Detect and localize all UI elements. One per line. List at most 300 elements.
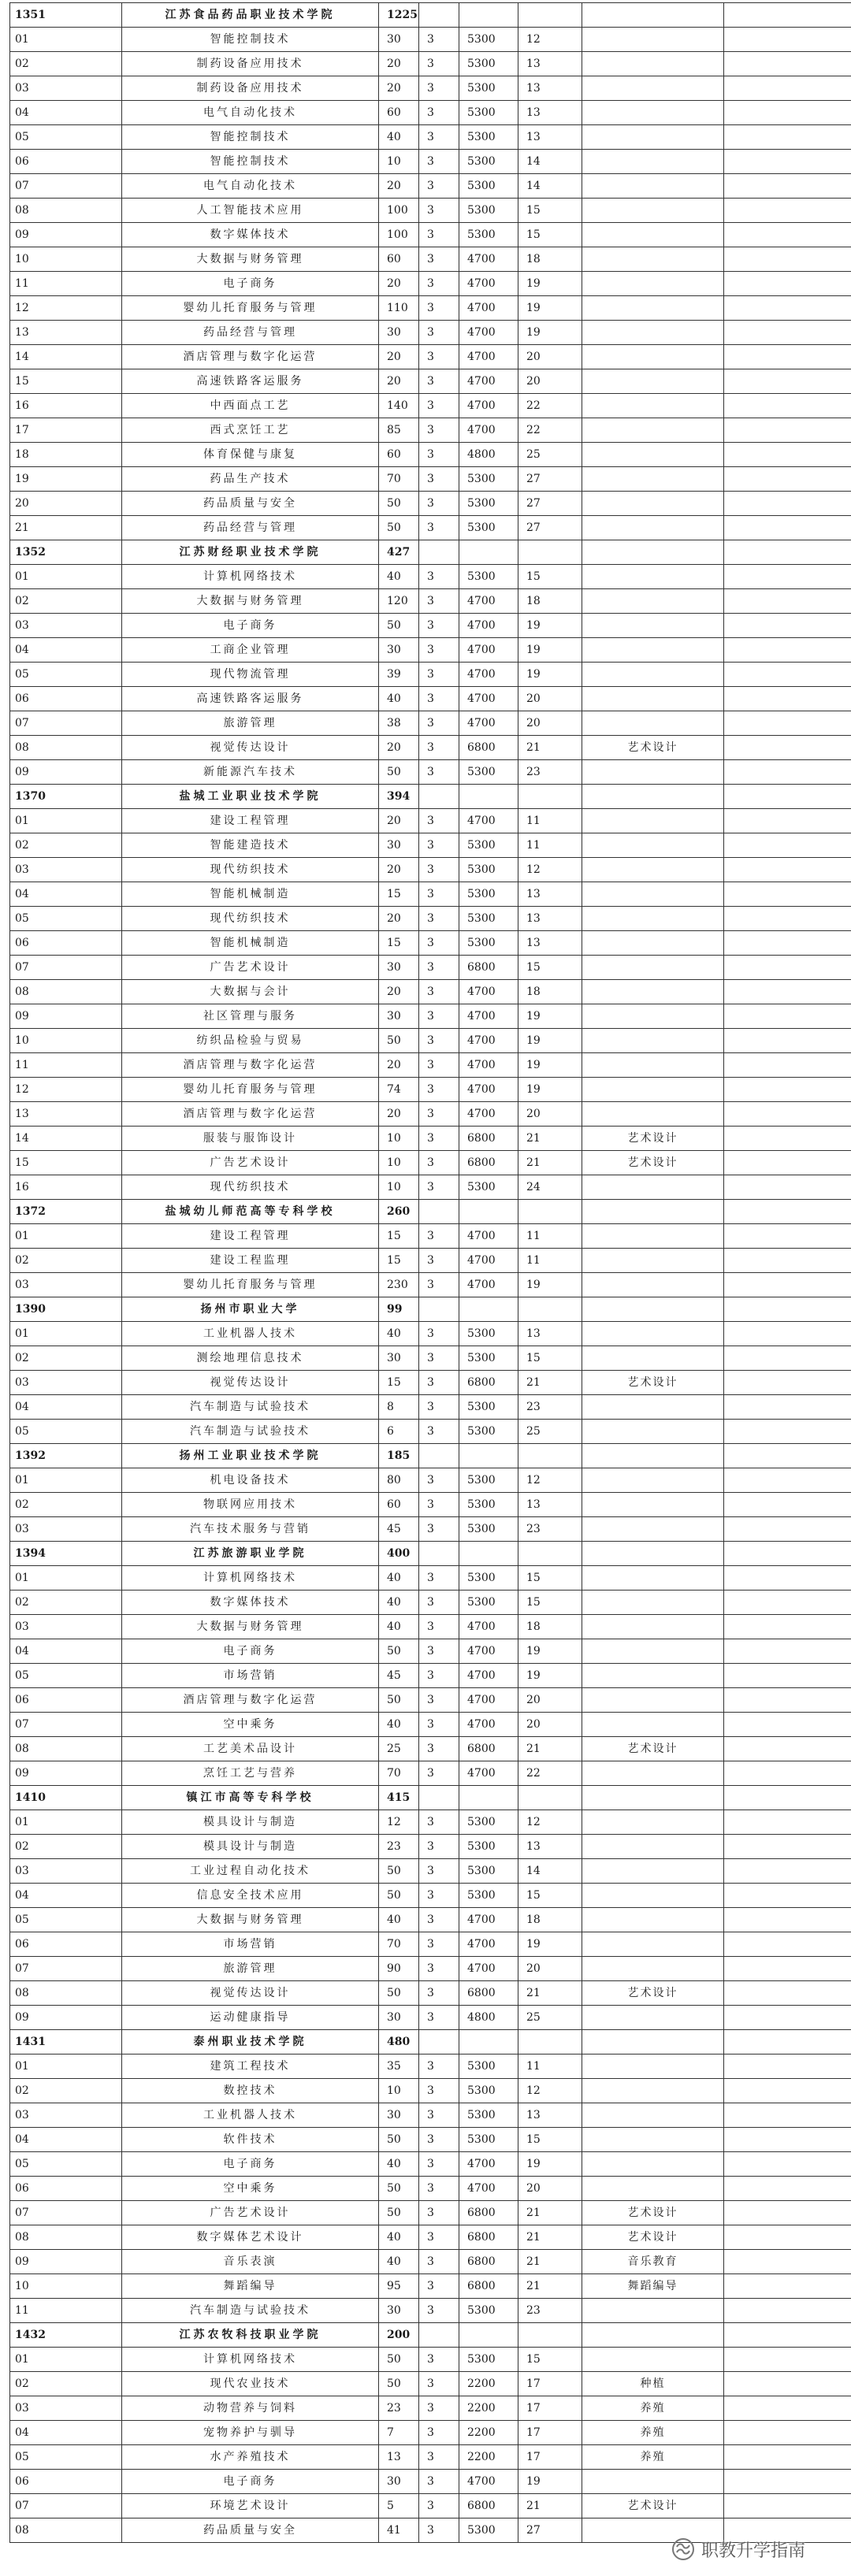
school-header-row xyxy=(10,2323,851,2348)
note xyxy=(582,2103,724,2128)
empty-cell xyxy=(724,101,851,125)
plan-count: 40 xyxy=(379,2152,419,2177)
note xyxy=(582,443,724,467)
category-code: 27 xyxy=(518,516,582,540)
major-name: 电子商务 xyxy=(122,2470,379,2494)
study-years: 3 xyxy=(419,1493,459,1517)
category-code: 13 xyxy=(518,907,582,931)
empty-cell xyxy=(724,321,851,345)
tuition: 4700 xyxy=(459,663,518,687)
note xyxy=(582,1322,724,1346)
empty-cell xyxy=(459,785,518,809)
major-code: 05 xyxy=(10,907,122,931)
category-code: 13 xyxy=(518,1493,582,1517)
tuition: 2200 xyxy=(459,2372,518,2396)
plan-count: 10 xyxy=(379,1175,419,1200)
category-code: 13 xyxy=(518,52,582,76)
major-name: 药品质量与安全 xyxy=(122,2518,379,2543)
tuition: 4700 xyxy=(459,638,518,663)
note xyxy=(582,565,724,589)
plan-count: 30 xyxy=(379,2103,419,2128)
note xyxy=(582,1639,724,1664)
plan-count: 45 xyxy=(379,1664,419,1688)
tuition: 4700 xyxy=(459,980,518,1004)
school-name: 扬州市职业大学 xyxy=(122,1297,379,1322)
major-code: 06 xyxy=(10,687,122,711)
category-code: 19 xyxy=(518,1664,582,1688)
major-name: 计算机网络技术 xyxy=(122,565,379,589)
note xyxy=(582,1566,724,1591)
major-name: 数字媒体艺术设计 xyxy=(122,2225,379,2250)
note xyxy=(582,1420,724,1444)
category-code: 15 xyxy=(518,2128,582,2152)
empty-cell xyxy=(459,540,518,565)
major-name: 工艺美术品设计 xyxy=(122,1737,379,1761)
category-code: 21 xyxy=(518,736,582,760)
plan-count: 100 xyxy=(379,223,419,247)
category-code: 12 xyxy=(518,28,582,52)
category-code: 19 xyxy=(518,614,582,638)
major-name: 汽车制造与试验技术 xyxy=(122,1395,379,1420)
study-years: 3 xyxy=(419,614,459,638)
major-code: 06 xyxy=(10,2470,122,2494)
plan-count: 50 xyxy=(379,1981,419,2006)
note xyxy=(582,272,724,296)
empty-cell xyxy=(724,52,851,76)
empty-cell xyxy=(724,1713,851,1737)
major-row xyxy=(10,1346,851,1371)
plan-count: 40 xyxy=(379,565,419,589)
empty-cell xyxy=(724,150,851,174)
note: 艺术设计 xyxy=(582,736,724,760)
plan-count: 50 xyxy=(379,2201,419,2225)
major-code: 09 xyxy=(10,1004,122,1029)
tuition: 5300 xyxy=(459,760,518,785)
plan-count: 40 xyxy=(379,1566,419,1591)
major-row xyxy=(10,2445,851,2470)
major-name: 水产养殖技术 xyxy=(122,2445,379,2470)
empty-cell xyxy=(724,2274,851,2299)
plan-count: 40 xyxy=(379,1908,419,1932)
major-row xyxy=(10,125,851,150)
major-name: 信息安全技术应用 xyxy=(122,1884,379,1908)
empty-cell xyxy=(724,1249,851,1273)
note xyxy=(582,882,724,907)
tuition: 6800 xyxy=(459,1371,518,1395)
major-code: 01 xyxy=(10,1810,122,1835)
major-name: 计算机网络技术 xyxy=(122,1566,379,1591)
study-years: 3 xyxy=(419,1737,459,1761)
tuition: 6800 xyxy=(459,956,518,980)
study-years: 3 xyxy=(419,736,459,760)
note xyxy=(582,467,724,492)
major-code: 04 xyxy=(10,1884,122,1908)
empty-cell xyxy=(724,1078,851,1102)
tuition: 4700 xyxy=(459,1004,518,1029)
note xyxy=(582,1664,724,1688)
plan-count: 45 xyxy=(379,1517,419,1542)
tuition: 5300 xyxy=(459,1859,518,1884)
empty-cell xyxy=(724,199,851,223)
tuition: 4700 xyxy=(459,1761,518,1786)
major-code: 05 xyxy=(10,125,122,150)
study-years: 3 xyxy=(419,199,459,223)
category-code: 18 xyxy=(518,247,582,272)
plan-count: 15 xyxy=(379,1224,419,1249)
major-row xyxy=(10,1688,851,1713)
major-code: 09 xyxy=(10,1761,122,1786)
tuition: 6800 xyxy=(459,2225,518,2250)
tuition: 4700 xyxy=(459,345,518,369)
major-code: 01 xyxy=(10,809,122,833)
major-row xyxy=(10,1835,851,1859)
major-name: 婴幼儿托育服务与管理 xyxy=(122,296,379,321)
study-years: 3 xyxy=(419,28,459,52)
empty-cell xyxy=(724,1615,851,1639)
major-name: 智能控制技术 xyxy=(122,150,379,174)
major-name: 酒店管理与数字化运营 xyxy=(122,345,379,369)
empty-cell xyxy=(724,956,851,980)
school-name: 盐城幼儿师范高等专科学校 xyxy=(122,1200,379,1224)
plan-count: 38 xyxy=(379,711,419,736)
major-code: 08 xyxy=(10,2518,122,2543)
category-code: 11 xyxy=(518,833,582,858)
empty-cell xyxy=(459,1786,518,1810)
category-code: 12 xyxy=(518,858,582,882)
study-years: 3 xyxy=(419,858,459,882)
study-years: 3 xyxy=(419,76,459,101)
school-name: 镇江市高等专科学校 xyxy=(122,1786,379,1810)
major-code: 11 xyxy=(10,272,122,296)
category-code: 15 xyxy=(518,2348,582,2372)
major-code: 09 xyxy=(10,223,122,247)
major-name: 电气自动化技术 xyxy=(122,174,379,199)
plan-count: 10 xyxy=(379,150,419,174)
category-code: 20 xyxy=(518,2177,582,2201)
plan-count: 20 xyxy=(379,369,419,394)
study-years: 3 xyxy=(419,1224,459,1249)
study-years: 3 xyxy=(419,418,459,443)
major-name: 汽车制造与试验技术 xyxy=(122,2299,379,2323)
major-code: 18 xyxy=(10,443,122,467)
major-row xyxy=(10,1151,851,1175)
study-years: 3 xyxy=(419,1175,459,1200)
empty-cell xyxy=(724,1737,851,1761)
note: 养殖 xyxy=(582,2421,724,2445)
plan-count: 50 xyxy=(379,2177,419,2201)
major-name: 数字媒体技术 xyxy=(122,223,379,247)
note xyxy=(582,1615,724,1639)
major-row xyxy=(10,2225,851,2250)
empty-cell xyxy=(419,3,459,28)
major-name: 酒店管理与数字化运营 xyxy=(122,1053,379,1078)
major-code: 03 xyxy=(10,2396,122,2421)
major-name: 旅游管理 xyxy=(122,1957,379,1981)
major-row xyxy=(10,1029,851,1053)
category-code: 21 xyxy=(518,1981,582,2006)
major-row xyxy=(10,1004,851,1029)
tuition: 5300 xyxy=(459,833,518,858)
note xyxy=(582,76,724,101)
empty-cell xyxy=(724,2054,851,2079)
empty-cell xyxy=(724,1371,851,1395)
empty-cell xyxy=(582,540,724,565)
tuition: 4700 xyxy=(459,272,518,296)
major-row xyxy=(10,589,851,614)
major-row xyxy=(10,2348,851,2372)
category-code: 23 xyxy=(518,760,582,785)
tuition: 6800 xyxy=(459,1981,518,2006)
category-code: 20 xyxy=(518,369,582,394)
major-name: 视觉传达设计 xyxy=(122,736,379,760)
major-code: 03 xyxy=(10,1371,122,1395)
study-years: 3 xyxy=(419,2299,459,2323)
major-name: 药品质量与安全 xyxy=(122,492,379,516)
empty-cell xyxy=(724,2299,851,2323)
empty-cell xyxy=(724,565,851,589)
plan-count: 40 xyxy=(379,1591,419,1615)
major-code: 03 xyxy=(10,1859,122,1884)
tuition: 5300 xyxy=(459,1884,518,1908)
plan-count: 41 xyxy=(379,2518,419,2543)
empty-cell xyxy=(419,1297,459,1322)
empty-cell xyxy=(724,663,851,687)
tuition: 4700 xyxy=(459,1957,518,1981)
empty-cell xyxy=(724,2396,851,2421)
category-code: 13 xyxy=(518,882,582,907)
empty-cell xyxy=(582,1297,724,1322)
tuition: 4700 xyxy=(459,1908,518,1932)
major-name: 空中乘务 xyxy=(122,1713,379,1737)
plan-count: 80 xyxy=(379,1468,419,1493)
major-name: 舞蹈编导 xyxy=(122,2274,379,2299)
major-code: 01 xyxy=(10,1468,122,1493)
empty-cell xyxy=(724,858,851,882)
plan-count: 23 xyxy=(379,1835,419,1859)
study-years: 3 xyxy=(419,1420,459,1444)
study-years: 3 xyxy=(419,1127,459,1151)
category-code: 21 xyxy=(518,2250,582,2274)
major-row xyxy=(10,760,851,785)
empty-cell xyxy=(518,2030,582,2054)
category-code: 19 xyxy=(518,272,582,296)
major-name: 计算机网络技术 xyxy=(122,2348,379,2372)
empty-cell xyxy=(724,516,851,540)
major-code: 06 xyxy=(10,150,122,174)
watermark xyxy=(671,2533,837,2566)
study-years: 3 xyxy=(419,589,459,614)
empty-cell xyxy=(724,2348,851,2372)
major-code: 01 xyxy=(10,1566,122,1591)
school-header-row xyxy=(10,3,851,28)
tuition: 4700 xyxy=(459,2470,518,2494)
study-years: 3 xyxy=(419,907,459,931)
plan-count: 25 xyxy=(379,1737,419,1761)
major-name: 药品经营与管理 xyxy=(122,516,379,540)
major-row xyxy=(10,980,851,1004)
empty-cell xyxy=(459,1444,518,1468)
category-code: 12 xyxy=(518,1810,582,1835)
major-row xyxy=(10,272,851,296)
tuition: 4700 xyxy=(459,1688,518,1713)
major-name: 新能源汽车技术 xyxy=(122,760,379,785)
major-name: 电子商务 xyxy=(122,2152,379,2177)
category-code: 14 xyxy=(518,174,582,199)
empty-cell xyxy=(724,1175,851,1200)
major-row xyxy=(10,1224,851,1249)
major-row xyxy=(10,1981,851,2006)
major-code: 16 xyxy=(10,1175,122,1200)
category-code: 13 xyxy=(518,125,582,150)
tuition: 6800 xyxy=(459,2201,518,2225)
category-code: 25 xyxy=(518,2006,582,2030)
plan-count: 13 xyxy=(379,2445,419,2470)
major-row xyxy=(10,101,851,125)
note: 艺术设计 xyxy=(582,2225,724,2250)
empty-cell xyxy=(724,2006,851,2030)
major-code: 05 xyxy=(10,1908,122,1932)
major-name: 大数据与会计 xyxy=(122,980,379,1004)
tuition: 4700 xyxy=(459,1664,518,1688)
tuition: 5300 xyxy=(459,150,518,174)
empty-cell xyxy=(724,492,851,516)
major-code: 03 xyxy=(10,858,122,882)
plan-count: 40 xyxy=(379,2250,419,2274)
major-name: 建设工程管理 xyxy=(122,1224,379,1249)
category-code: 21 xyxy=(518,2494,582,2518)
major-row xyxy=(10,492,851,516)
study-years: 3 xyxy=(419,2470,459,2494)
major-name: 制药设备应用技术 xyxy=(122,76,379,101)
category-code: 21 xyxy=(518,1737,582,1761)
category-code: 14 xyxy=(518,1859,582,1884)
major-code: 13 xyxy=(10,1102,122,1127)
category-code: 20 xyxy=(518,345,582,369)
plan-count: 20 xyxy=(379,907,419,931)
major-code: 03 xyxy=(10,1615,122,1639)
study-years: 3 xyxy=(419,1761,459,1786)
empty-cell xyxy=(724,711,851,736)
plan-count: 100 xyxy=(379,199,419,223)
major-code: 04 xyxy=(10,1395,122,1420)
major-name: 工业机器人技术 xyxy=(122,1322,379,1346)
tuition: 5300 xyxy=(459,174,518,199)
major-row xyxy=(10,2470,851,2494)
empty-cell xyxy=(724,785,851,809)
major-name: 现代纺织技术 xyxy=(122,1175,379,1200)
note xyxy=(582,1102,724,1127)
tuition: 5300 xyxy=(459,199,518,223)
note xyxy=(582,2152,724,2177)
major-code: 09 xyxy=(10,2250,122,2274)
major-code: 05 xyxy=(10,1420,122,1444)
study-years: 3 xyxy=(419,1859,459,1884)
major-row xyxy=(10,150,851,174)
major-code: 03 xyxy=(10,1517,122,1542)
empty-cell xyxy=(724,2323,851,2348)
major-row xyxy=(10,1932,851,1957)
empty-cell xyxy=(724,638,851,663)
category-code: 17 xyxy=(518,2396,582,2421)
empty-cell xyxy=(518,540,582,565)
empty-cell xyxy=(724,833,851,858)
empty-cell xyxy=(724,1493,851,1517)
empty-cell xyxy=(724,1932,851,1957)
major-name: 人工智能技术应用 xyxy=(122,199,379,223)
category-code: 21 xyxy=(518,1127,582,1151)
major-code: 03 xyxy=(10,614,122,638)
major-code: 01 xyxy=(10,1322,122,1346)
study-years: 3 xyxy=(419,565,459,589)
plan-count: 74 xyxy=(379,1078,419,1102)
plan-count: 20 xyxy=(379,858,419,882)
plan-count: 140 xyxy=(379,394,419,418)
school-code: 1394 xyxy=(10,1542,122,1566)
plan-count: 50 xyxy=(379,516,419,540)
empty-cell xyxy=(582,1786,724,1810)
study-years: 3 xyxy=(419,1395,459,1420)
major-code: 11 xyxy=(10,1053,122,1078)
study-years: 3 xyxy=(419,1029,459,1053)
study-years: 3 xyxy=(419,1517,459,1542)
note xyxy=(582,418,724,443)
major-row xyxy=(10,76,851,101)
tuition: 6800 xyxy=(459,1151,518,1175)
empty-cell xyxy=(724,2372,851,2396)
major-code: 07 xyxy=(10,956,122,980)
study-years: 3 xyxy=(419,345,459,369)
tuition: 4800 xyxy=(459,2006,518,2030)
note xyxy=(582,1224,724,1249)
plan-count: 20 xyxy=(379,174,419,199)
tuition: 5300 xyxy=(459,101,518,125)
major-code: 13 xyxy=(10,321,122,345)
study-years: 3 xyxy=(419,467,459,492)
empty-cell xyxy=(724,1591,851,1615)
study-years: 3 xyxy=(419,52,459,76)
plan-count: 7 xyxy=(379,2421,419,2445)
major-name: 工业过程自动化技术 xyxy=(122,1859,379,1884)
category-code: 11 xyxy=(518,1224,582,1249)
note xyxy=(582,1078,724,1102)
admission-plan-table xyxy=(9,2,851,2543)
tuition: 5300 xyxy=(459,2103,518,2128)
category-code: 12 xyxy=(518,2079,582,2103)
note xyxy=(582,1346,724,1371)
major-code: 19 xyxy=(10,467,122,492)
empty-cell xyxy=(724,907,851,931)
tuition: 5300 xyxy=(459,1346,518,1371)
empty-cell xyxy=(724,1761,851,1786)
note xyxy=(582,1493,724,1517)
study-years: 3 xyxy=(419,638,459,663)
tuition: 5300 xyxy=(459,882,518,907)
major-name: 软件技术 xyxy=(122,2128,379,2152)
study-years: 3 xyxy=(419,809,459,833)
school-total: 400 xyxy=(379,1542,419,1566)
empty-cell xyxy=(724,3,851,28)
major-name: 婴幼儿托育服务与管理 xyxy=(122,1273,379,1297)
school-name: 江苏食品药品职业技术学院 xyxy=(122,3,379,28)
empty-cell xyxy=(724,76,851,101)
note xyxy=(582,2299,724,2323)
note xyxy=(582,28,724,52)
empty-cell xyxy=(724,1420,851,1444)
tuition: 5300 xyxy=(459,2079,518,2103)
major-code: 07 xyxy=(10,2201,122,2225)
tuition: 4700 xyxy=(459,394,518,418)
empty-cell xyxy=(419,1444,459,1468)
